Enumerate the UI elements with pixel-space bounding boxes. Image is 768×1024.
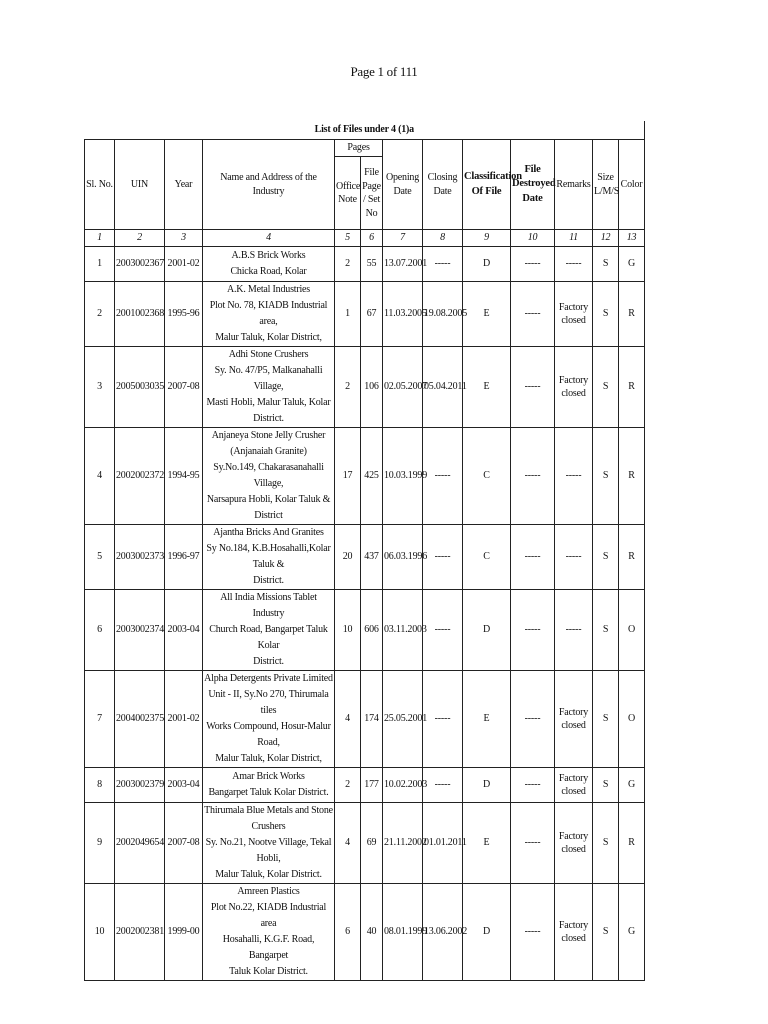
size-cell: S [593, 428, 619, 525]
color-cell: R [619, 428, 645, 525]
office-note-cell: 1 [335, 282, 361, 347]
closing-date-cell: ----- [423, 671, 463, 768]
year-cell: 1995-96 [165, 282, 203, 347]
classification-cell: D [463, 884, 511, 981]
address-line: Anjaneya Stone Jelly Crusher [211, 430, 326, 441]
address-line: Crushers [251, 821, 286, 832]
address-line: A.K. Metal Industries [226, 284, 310, 295]
remarks-cell: Factory closed [555, 768, 593, 803]
remarks-cell: Factory closed [555, 282, 593, 347]
table-row [85, 525, 645, 590]
office-note-cell: 2 [335, 247, 361, 282]
classification-cell: D [463, 768, 511, 803]
year-cell: 2001-02 [165, 247, 203, 282]
address-cell [203, 803, 335, 884]
file-page-cell: 177 [361, 768, 383, 803]
classification-cell: D [463, 247, 511, 282]
address-line: Sy. No. 47/P5, Malkanahalli Village, [214, 365, 323, 392]
sl-cell: 1 [85, 247, 115, 282]
color-cell: R [619, 347, 645, 428]
header-sl: Sl. No. [85, 140, 115, 230]
opening-date-cell: 10.03.1999 [383, 428, 423, 525]
year-cell: 2003-04 [165, 590, 203, 671]
office-note-cell: 2 [335, 347, 361, 428]
size-cell: S [593, 803, 619, 884]
opening-date-cell: 08.01.1999 [383, 884, 423, 981]
address-line: Plot No.22, KIADB Industrial area [210, 902, 327, 929]
address-line: Alpha Detergents Private Limited [204, 673, 333, 684]
closing-date-cell: ----- [423, 428, 463, 525]
classification-cell: C [463, 525, 511, 590]
address-cell [203, 768, 335, 803]
header-closing: Closing Date [423, 140, 463, 230]
header-opening: Opening Date [383, 140, 423, 230]
remarks-cell: Factory closed [555, 347, 593, 428]
sl-cell: 7 [85, 671, 115, 768]
file-page-cell: 606 [361, 590, 383, 671]
uin-cell: 2002049654 [115, 803, 165, 884]
address-line: Taluk Kolar District. [229, 966, 308, 977]
size-cell: S [593, 525, 619, 590]
table-body [85, 247, 645, 981]
table-row [85, 247, 645, 282]
size-cell: S [593, 590, 619, 671]
header-year: Year [165, 140, 203, 230]
header-remarks: Remarks [555, 140, 593, 230]
header-office-note: Office Note [335, 157, 361, 230]
size-cell: S [593, 884, 619, 981]
address-line: Amreen Plastics [237, 886, 300, 897]
sl-cell: 10 [85, 884, 115, 981]
table-row [85, 282, 645, 347]
address-line: Plot No. 78, KIADB Industrial area, [209, 300, 328, 327]
table-row [85, 768, 645, 803]
opening-date-cell: 25.05.2001 [383, 671, 423, 768]
address-line: Narsapura Hobli, Kolar Taluk & District [206, 494, 331, 521]
closing-date-cell: 13.06.2002 [423, 884, 463, 981]
header-row-1 [85, 140, 645, 157]
classification-cell: C [463, 428, 511, 525]
address-line: All India Missions Tablet Industry [220, 592, 317, 619]
year-cell: 2007-08 [165, 803, 203, 884]
address-line: Church Road, Bangarpet Taluk Kolar [209, 624, 328, 651]
address-line: Works Compound, Hosur-Malur Road, [206, 721, 331, 748]
file-page-cell: 69 [361, 803, 383, 884]
opening-date-cell: 03.11.2003 [383, 590, 423, 671]
size-cell: S [593, 282, 619, 347]
header-classification: Classification Of File [463, 140, 511, 230]
office-note-cell: 10 [335, 590, 361, 671]
color-cell: O [619, 590, 645, 671]
color-cell: O [619, 671, 645, 768]
column-number: 10 [511, 230, 555, 247]
file-page-cell: 437 [361, 525, 383, 590]
remarks-cell: Factory closed [555, 803, 593, 884]
remarks-cell: Factory closed [555, 671, 593, 768]
size-cell: S [593, 247, 619, 282]
sl-cell: 3 [85, 347, 115, 428]
table-row [85, 884, 645, 981]
opening-date-cell: 10.02.2003 [383, 768, 423, 803]
column-number: 12 [593, 230, 619, 247]
address-cell [203, 671, 335, 768]
uin-cell: 2003002379 [115, 768, 165, 803]
table-row [85, 590, 645, 671]
uin-cell: 2001002368 [115, 282, 165, 347]
address-line: Adhi Stone Crushers [228, 349, 309, 360]
uin-cell: 2002002372 [115, 428, 165, 525]
column-number: 4 [203, 230, 335, 247]
file-page-cell: 106 [361, 347, 383, 428]
office-note-cell: 6 [335, 884, 361, 981]
address-line: Sy. No.21, Nootve Village, Tekal Hobli, [205, 837, 332, 864]
file-page-cell: 425 [361, 428, 383, 525]
header-file-page: File Page / Set No [361, 157, 383, 230]
address-cell [203, 347, 335, 428]
closing-date-cell: ----- [423, 525, 463, 590]
destroyed-date-cell: ----- [511, 247, 555, 282]
column-number: 7 [383, 230, 423, 247]
sl-cell: 6 [85, 590, 115, 671]
uin-cell: 2003002374 [115, 590, 165, 671]
address-line: Ajantha Bricks And Granites [213, 527, 324, 538]
header-color: Color [619, 140, 645, 230]
opening-date-cell: 11.03.2005 [383, 282, 423, 347]
destroyed-date-cell: ----- [511, 525, 555, 590]
opening-date-cell: 13.07.2001 [383, 247, 423, 282]
files-table [84, 121, 645, 981]
column-number: 3 [165, 230, 203, 247]
destroyed-date-cell: ----- [511, 803, 555, 884]
office-note-cell: 4 [335, 803, 361, 884]
address-line: Amar Brick Works [232, 771, 305, 782]
uin-cell: 2002002381 [115, 884, 165, 981]
address-line: Sy.No.149, Chakarasanahalli Village, [213, 462, 324, 489]
column-number-row [85, 230, 645, 247]
closing-date-cell: 05.04.2011 [423, 347, 463, 428]
table-row [85, 347, 645, 428]
destroyed-date-cell: ----- [511, 428, 555, 525]
column-number: 5 [335, 230, 361, 247]
page-number: Page 1 of 111 [350, 64, 418, 79]
destroyed-date-cell: ----- [511, 884, 555, 981]
opening-date-cell: 06.03.1996 [383, 525, 423, 590]
year-cell: 2001-02 [165, 671, 203, 768]
address-cell [203, 428, 335, 525]
address-line: District. [253, 656, 284, 667]
file-page-cell: 55 [361, 247, 383, 282]
column-number: 8 [423, 230, 463, 247]
table-title: List of Files under 4 (1)a [85, 121, 645, 140]
opening-date-cell: 21.11.2002 [383, 803, 423, 884]
file-page-cell: 67 [361, 282, 383, 347]
column-number: 13 [619, 230, 645, 247]
header-pages: Pages [335, 140, 383, 157]
remarks-cell: Factory closed [555, 884, 593, 981]
column-number: 1 [85, 230, 115, 247]
file-page-cell: 174 [361, 671, 383, 768]
address-cell [203, 247, 335, 282]
remarks-cell: ----- [555, 590, 593, 671]
file-page-cell: 40 [361, 884, 383, 981]
address-line: Bangarpet Taluk Kolar District. [208, 787, 329, 798]
destroyed-date-cell: ----- [511, 282, 555, 347]
address-line: Chicka Road, Kolar [230, 266, 307, 277]
closing-date-cell: 01.01.2011 [423, 803, 463, 884]
column-number: 6 [361, 230, 383, 247]
column-number: 11 [555, 230, 593, 247]
closing-date-cell: ----- [423, 768, 463, 803]
remarks-cell: ----- [555, 247, 593, 282]
office-note-cell: 2 [335, 768, 361, 803]
address-line: Thirumala Blue Metals and Stone [204, 805, 333, 816]
color-cell: G [619, 884, 645, 981]
header-size: Size L/M/S [593, 140, 619, 230]
uin-cell: 2004002375 [115, 671, 165, 768]
year-cell: 1999-00 [165, 884, 203, 981]
address-line: Malur Taluk, Kolar District. [215, 869, 322, 880]
year-cell: 2007-08 [165, 347, 203, 428]
destroyed-date-cell: ----- [511, 671, 555, 768]
address-cell [203, 884, 335, 981]
table-row [85, 428, 645, 525]
uin-cell: 2003002373 [115, 525, 165, 590]
title-row [85, 121, 645, 140]
address-line: Unit - II, Sy.No 270, Thirumala tiles [208, 689, 329, 716]
color-cell: R [619, 525, 645, 590]
remarks-cell: ----- [555, 428, 593, 525]
remarks-cell: ----- [555, 525, 593, 590]
classification-cell: E [463, 803, 511, 884]
sl-cell: 8 [85, 768, 115, 803]
color-cell: G [619, 768, 645, 803]
uin-cell: 2005003035 [115, 347, 165, 428]
address-cell [203, 525, 335, 590]
header-uin: UIN [115, 140, 165, 230]
classification-cell: E [463, 671, 511, 768]
office-note-cell: 17 [335, 428, 361, 525]
destroyed-date-cell: ----- [511, 347, 555, 428]
color-cell: G [619, 247, 645, 282]
address-line: Sy No.184, K.B.Hosahalli,Kolar Taluk & [206, 543, 331, 570]
office-note-cell: 4 [335, 671, 361, 768]
year-cell: 1994-95 [165, 428, 203, 525]
sl-cell: 4 [85, 428, 115, 525]
size-cell: S [593, 671, 619, 768]
destroyed-date-cell: ----- [511, 768, 555, 803]
address-line: Malur Taluk, Kolar District, [215, 753, 322, 764]
closing-date-cell: ----- [423, 247, 463, 282]
address-line: Masti Hobli, Malur Taluk, Kolar District. [206, 397, 331, 424]
classification-cell: E [463, 282, 511, 347]
closing-date-cell: ----- [423, 590, 463, 671]
address-line: Malur Taluk, Kolar District, [215, 332, 322, 343]
address-cell [203, 282, 335, 347]
office-note-cell: 20 [335, 525, 361, 590]
table-row [85, 803, 645, 884]
year-cell: 2003-04 [165, 768, 203, 803]
classification-cell: E [463, 347, 511, 428]
classification-cell: D [463, 590, 511, 671]
size-cell: S [593, 347, 619, 428]
address-line: District. [253, 575, 284, 586]
address-line: A.B.S Brick Works [231, 250, 306, 261]
column-number: 2 [115, 230, 165, 247]
sl-cell: 5 [85, 525, 115, 590]
address-line: (Anjanaiah Granite) [230, 446, 307, 457]
address-line: Hosahalli, K.G.F. Road, Bangarpet [222, 934, 315, 961]
header-destroyed: File Destroyed Date [511, 140, 555, 230]
sl-cell: 9 [85, 803, 115, 884]
destroyed-date-cell: ----- [511, 590, 555, 671]
color-cell: R [619, 803, 645, 884]
size-cell: S [593, 768, 619, 803]
color-cell: R [619, 282, 645, 347]
uin-cell: 2003002367 [115, 247, 165, 282]
year-cell: 1996-97 [165, 525, 203, 590]
address-cell [203, 590, 335, 671]
sl-cell: 2 [85, 282, 115, 347]
column-number: 9 [463, 230, 511, 247]
header-name: Name and Address of the Industry [203, 140, 335, 230]
table-row [85, 671, 645, 768]
closing-date-cell: 19.08.2005 [423, 282, 463, 347]
opening-date-cell: 02.05.2007 [383, 347, 423, 428]
